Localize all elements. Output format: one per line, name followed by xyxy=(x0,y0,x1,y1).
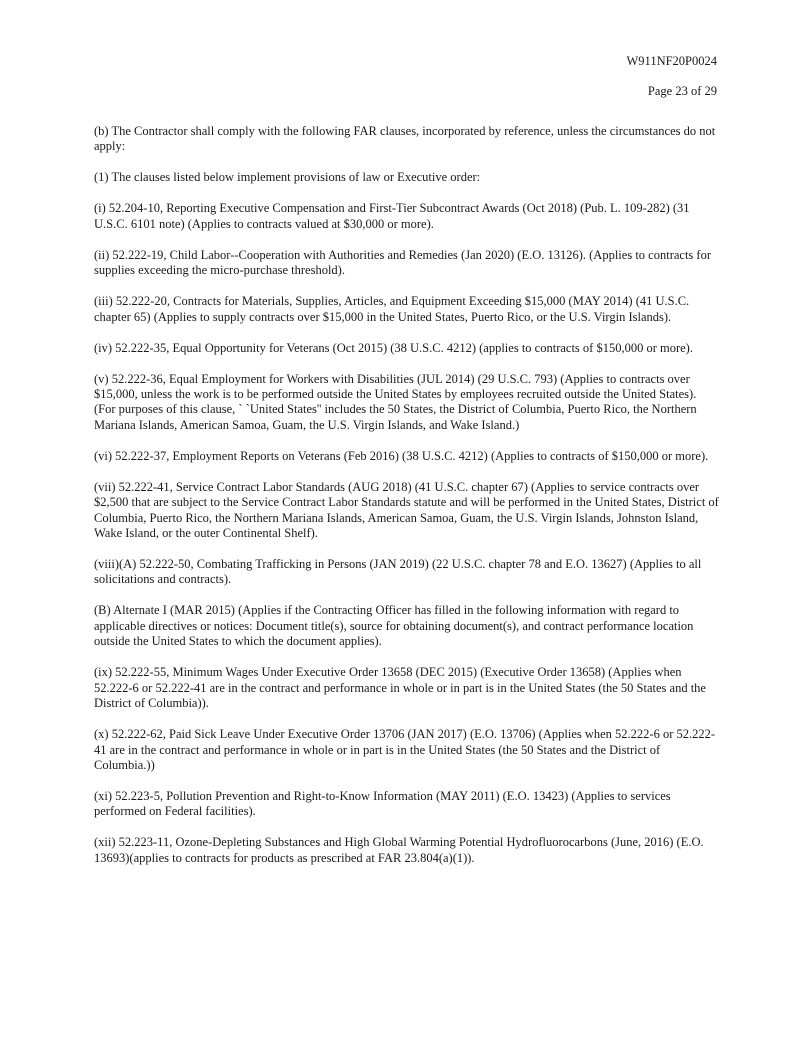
clause-iii: (iii) 52.222-20, Contracts for Materials, Supplies, Articles, and Equipment Exceeding $15,000 (MAY 2014) (41 U.S.C. chapter 65) (Applies to supply contracts over $15,000 in the United States, Puerto Rico, or the U.S. Virgin Islands). xyxy=(94,294,690,324)
clause-xii: (xii) 52.223-11, Ozone-Depleting Substances and High Global Warming Potential Hydrofluorocarbons (June, 2016) (E.O. 13693)(applies to contracts for products as prescribed at FAR 23.804(a)(1)). xyxy=(94,835,704,865)
clause-ii: (ii) 52.222-19, Child Labor--Cooperation with Authorities and Remedies (Jan 2020) (E.O. 13126). (Applies to contracts for supplies exceeding the micro-purchase threshold). xyxy=(94,247,711,278)
clause-viii-a: (viii)(A) 52.222-50, Combating Trafficking in Persons (JAN 2019) (22 U.S.C. chapter 78 and E.O. 13627) (Applies to all solicitations and contracts). xyxy=(94,557,702,587)
page-header xyxy=(626,46,717,106)
page-number: Page 23 of 29 xyxy=(647,84,717,98)
clause-iv: (iv) 52.222-35, Equal Opportunity for Veterans (Oct 2015) (38 U.S.C. 4212) (applies to contracts of $150,000 or more). xyxy=(94,340,693,355)
clause-i: (i) 52.204-10, Reporting Executive Compensation and First-Tier Subcontract Awards (Oct 2018) (Pub. L. 109-282) (31 U.S.C. 6101 note) (Applies to contracts valued at $30,000 or more). xyxy=(94,201,690,231)
clause-xi: (xi) 52.223-5, Pollution Prevention and Right-to-Know Information (MAY 2011) (E.O. 13423) (Applies to services performed on Federal facilities). xyxy=(94,788,671,819)
document-body xyxy=(94,124,719,882)
contract-number: W911NF20P0024 xyxy=(626,54,717,68)
clause-x: (x) 52.222-62, Paid Sick Leave Under Executive Order 13706 (JAN 2017) (E.O. 13706) (Applies when 52.222-6 or 52.222-41 are in the contract and performance in whole or in part is in the United States (the 50 States and the District of Columbia.)) xyxy=(94,727,716,772)
clause-viii-b: (B) Alternate I (MAR 2015) (Applies if the Contracting Officer has filled in the following information with regard to applicable directives or notices: Document title(s), source for obtaining document(s), and contract performance location outside the United States to which the document applies). xyxy=(94,603,694,649)
paragraph-clauses-heading: (1) The clauses listed below implement provisions of law or Executive order: xyxy=(94,170,481,185)
clause-vii: (vii) 52.222-41, Service Contract Labor Standards (AUG 2018) (41 U.S.C. chapter 67) (Applies to service contracts over $2,500 that are subject to the Service Contract Labor Standards statute and will be performed in the United States, District of Columbia, Puerto Rico, the Northern Mariana Islands, American Samoa, Guam, the U.S. Virgin Islands, Johnston Island, Wake Island, or the outer Continental Shelf). xyxy=(94,479,719,541)
clause-ix: (ix) 52.222-55, Minimum Wages Under Executive Order 13658 (DEC 2015) (Executive Order 13658) (Applies when 52.222-6 or 52.222-41 are in the contract and performance in whole or in part is in the United States (the 50 States and the District of Columbia)). xyxy=(94,665,706,711)
clause-v: (v) 52.222-36, Equal Employment for Workers with Disabilities (JUL 2014) (29 U.S.C. 793) (Applies to contracts over $15,000, unless the work is to be performed outside the United States by employees recruited outside the United States). (For purposes of this clause, ` `United States'' includes the 50 States, the District of Columbia, Puerto Rico, the Northern Mariana Islands, American Samoa, Guam, the U.S. Virgin Islands, and Wake Island.) xyxy=(94,371,697,432)
paragraph-intro: (b) The Contractor shall comply with the following FAR clauses, incorporated by reference, unless the circumstances do not apply: xyxy=(94,124,716,154)
clause-vi: (vi) 52.222-37, Employment Reports on Veterans (Feb 2016) (38 U.S.C. 4212) (Applies to contracts of $150,000 or more). xyxy=(94,448,709,463)
